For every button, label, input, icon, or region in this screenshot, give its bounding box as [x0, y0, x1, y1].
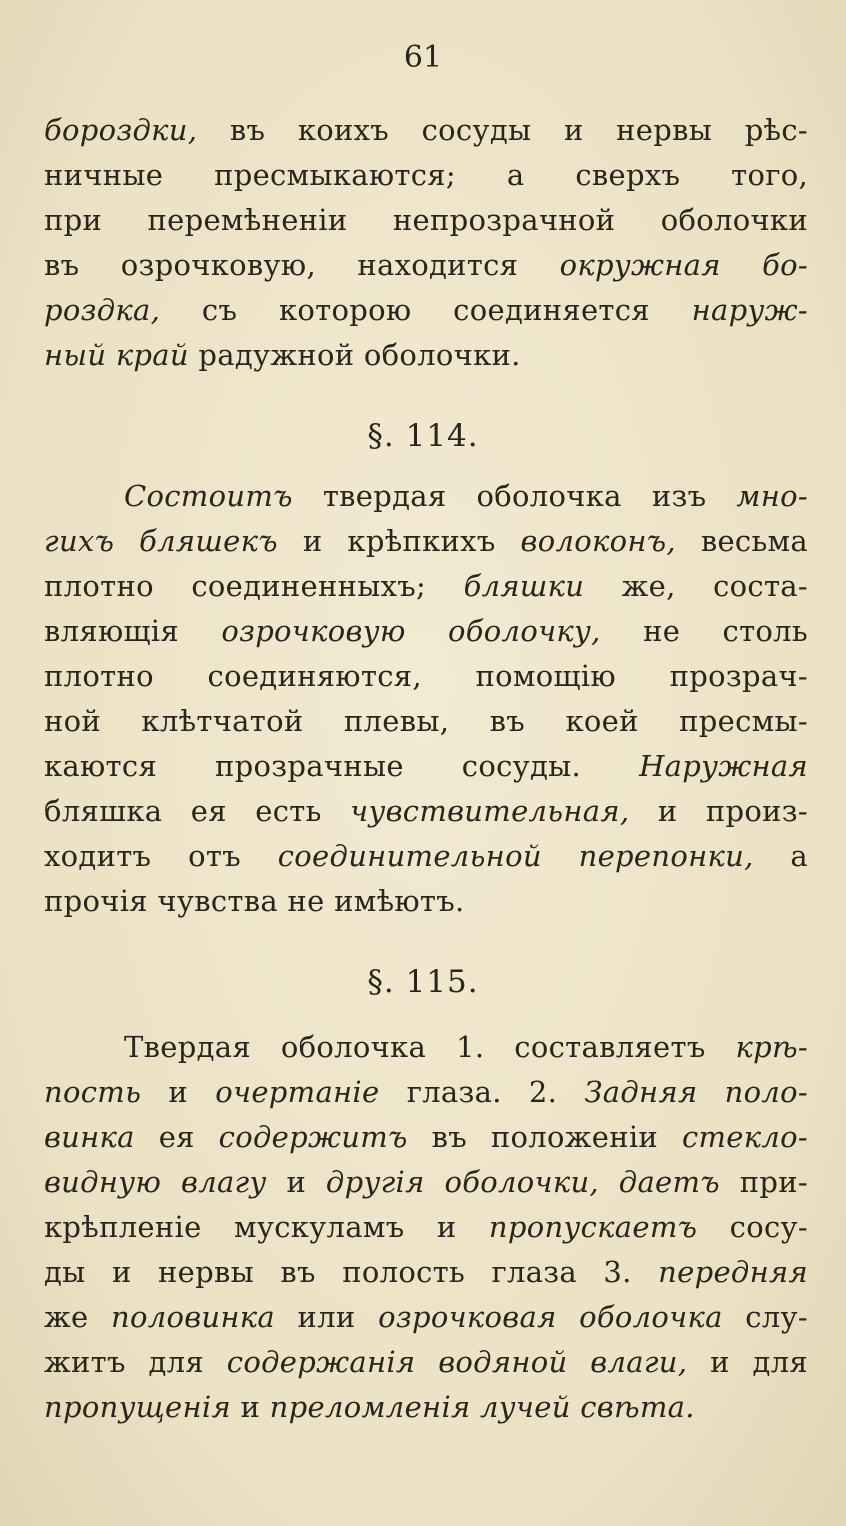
text-line — [44, 834, 808, 879]
text-segment: и произ- — [629, 794, 808, 828]
text-line — [44, 1250, 808, 1295]
italic-text: даетъ — [598, 1165, 720, 1199]
text-segment: каются прозрачные сосуды. — [44, 749, 640, 783]
italic-text: пропускаетъ — [488, 1210, 698, 1244]
text-segment: и — [141, 1075, 216, 1109]
text-segment: ея — [134, 1120, 219, 1154]
italic-text: стекло- — [681, 1120, 808, 1154]
page-number: 61 — [403, 40, 443, 75]
text-line — [44, 153, 808, 198]
text-segment: же — [44, 1300, 111, 1334]
italic-text: содержитъ — [218, 1120, 408, 1154]
text-segment: твердая оболочка изъ — [292, 479, 737, 513]
text-segment: или — [275, 1300, 379, 1334]
italic-text: бляшки — [463, 569, 585, 603]
text-segment: весьма — [675, 524, 809, 558]
italic-text: окружная бо- — [559, 248, 809, 282]
text-segment: не столь — [600, 614, 808, 648]
text-segment: въ положеніи — [407, 1120, 682, 1154]
text-segment: крѣпленіе мускуламъ и — [44, 1210, 489, 1244]
text-line — [44, 1205, 808, 1250]
text-segment: глаза. 2. — [379, 1075, 585, 1109]
paragraph-section-114 — [44, 474, 808, 924]
text-line — [44, 879, 808, 924]
italic-text: передняя — [658, 1255, 808, 1289]
text-line — [44, 699, 808, 744]
text-line — [44, 474, 808, 519]
text-line — [44, 1340, 808, 1385]
text-segment: житъ для — [44, 1345, 227, 1379]
italic-text: чувствительная, — [350, 794, 630, 828]
section-heading-114: §. 114. — [367, 418, 479, 454]
italic-text: пость — [44, 1075, 142, 1109]
italic-text: преломленія лучей свѣта. — [269, 1390, 695, 1424]
text-segment: и крѣпкихъ — [277, 524, 521, 558]
italic-text: пропущенія — [44, 1390, 231, 1424]
paragraph-section-115 — [44, 1025, 808, 1430]
italic-text: волоконъ, — [520, 524, 676, 558]
text-segment: и — [230, 1390, 270, 1424]
text-segment: бляшка ея есть — [44, 794, 351, 828]
text-line — [44, 243, 808, 288]
text-line — [44, 1160, 808, 1205]
text-line — [44, 1295, 808, 1340]
text-line — [44, 564, 808, 609]
italic-text: бороздки, — [44, 113, 198, 147]
italic-text: крѣ- — [735, 1030, 808, 1064]
text-line — [44, 609, 808, 654]
italic-text: винка — [44, 1120, 135, 1154]
italic-text: видную влагу — [44, 1165, 267, 1199]
text-line — [44, 519, 808, 564]
text-segment: вляющія — [44, 614, 222, 648]
italic-text: Наружная — [639, 749, 808, 783]
text-segment: въ озрочковую, находится — [44, 248, 560, 282]
text-segment: сосу- — [697, 1210, 808, 1244]
italic-text: озрочковую оболочку, — [221, 614, 601, 648]
paragraph-continuation — [44, 108, 808, 378]
text-line — [44, 744, 808, 789]
text-segment: при перемѣненіи непрозрачной оболочки — [44, 203, 808, 237]
text-segment: прочія чувства не имѣютъ. — [44, 884, 465, 918]
text-segment: слу- — [722, 1300, 808, 1334]
text-segment: же, соста- — [584, 569, 808, 603]
text-segment: и для — [687, 1345, 809, 1379]
italic-text: соединительной перепонки, — [277, 839, 754, 873]
text-line — [44, 1115, 808, 1160]
italic-text: ный край — [44, 338, 189, 372]
text-segment: въ коихъ сосуды и нервы рѣс- — [197, 113, 808, 147]
text-segment: съ которою соединяется — [160, 293, 692, 327]
text-segment: радужной оболочки. — [188, 338, 521, 372]
text-line — [44, 108, 808, 153]
italic-text: очертаніе — [215, 1075, 380, 1109]
text-line — [44, 654, 808, 699]
text-segment: ной клѣтчатой плевы, въ коей пресмы- — [44, 704, 808, 738]
italic-text: Задняя поло- — [584, 1075, 809, 1109]
text-segment: ходитъ отъ — [44, 839, 278, 873]
text-segment: Твердая оболочка 1. составляетъ — [124, 1030, 736, 1064]
text-line — [44, 1025, 808, 1070]
italic-text: наруж- — [691, 293, 808, 327]
text-segment: ничные пресмыкаются; а сверхъ того, — [44, 158, 808, 192]
text-segment: ды и нервы въ полость глаза 3. — [44, 1255, 659, 1289]
text-segment: и — [266, 1165, 326, 1199]
text-line — [44, 198, 808, 243]
italic-text: роздка, — [44, 293, 161, 327]
italic-text: содержанія водяной влаги, — [226, 1345, 688, 1379]
italic-text: другія оболочки, — [325, 1165, 599, 1199]
italic-text: озрочковая оболочка — [378, 1300, 723, 1334]
text-segment: а — [753, 839, 809, 873]
text-segment: при- — [719, 1165, 808, 1199]
text-line — [44, 333, 808, 378]
text-line — [44, 1385, 808, 1430]
text-segment: плотно соединенныхъ; — [44, 569, 464, 603]
text-line — [44, 288, 808, 333]
text-line — [44, 789, 808, 834]
italic-text: мно- — [736, 479, 808, 513]
text-line — [44, 1070, 808, 1115]
italic-text: гихъ бляшекъ — [44, 524, 278, 558]
text-segment: плотно соединяются, помощію прозрач- — [44, 659, 808, 693]
italic-text: половинка — [110, 1300, 276, 1334]
italic-text: Состоитъ — [124, 479, 293, 513]
section-heading-115: §. 115. — [367, 964, 479, 1000]
